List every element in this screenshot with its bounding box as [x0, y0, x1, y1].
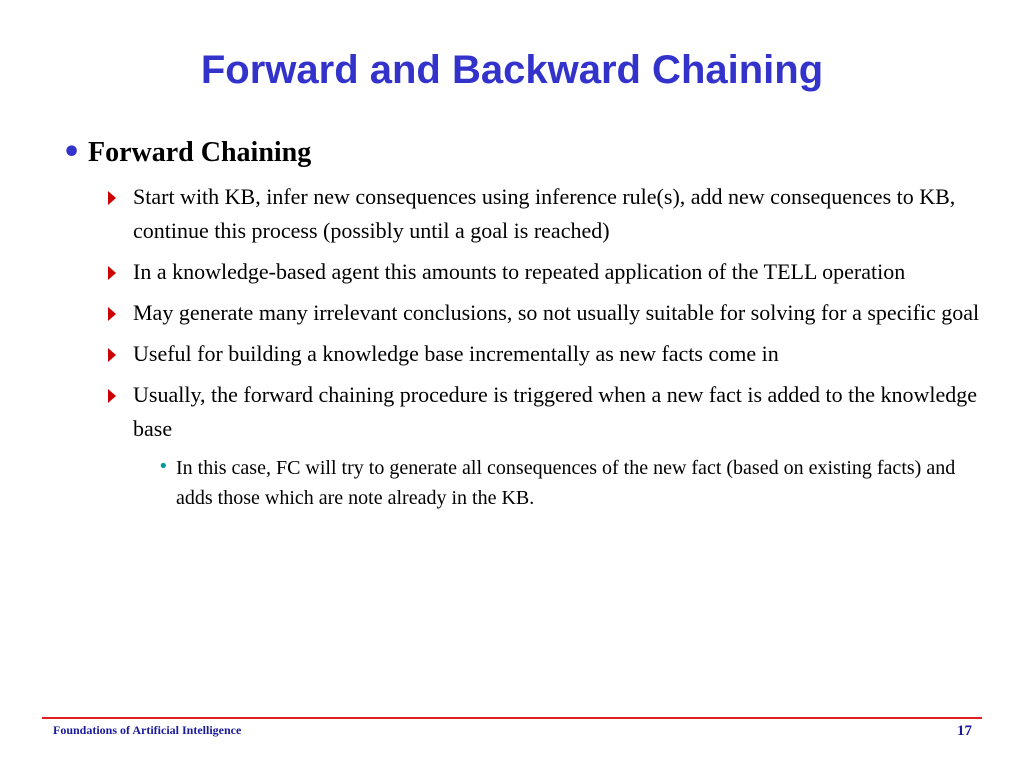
subsubbullet-text: In this case, FC will try to generate all consequences of the new fact (based on existing facts) and adds those which are note already in the KB.: [176, 457, 956, 509]
bullet-heading: Forward Chaining: [88, 137, 312, 168]
subbullet-text: Useful for building a knowledge base incrementally as new facts come in: [133, 341, 779, 366]
triangle-arrow-icon: [108, 266, 116, 280]
triangle-arrow-icon: [108, 389, 116, 403]
bullet-forward-chaining: [62, 134, 982, 172]
footer-divider: [42, 717, 982, 719]
bullet-icon: •: [62, 135, 82, 170]
small-bullet-icon: •: [158, 456, 169, 477]
subbullet-text: In a knowledge-based agent this amounts to repeated application of the TELL operation: [133, 259, 906, 284]
subbullet-item: [106, 378, 982, 446]
slide-body: [62, 134, 982, 513]
triangle-arrow-icon: [108, 191, 116, 205]
slide-title: Forward and Backward Chaining: [200, 48, 824, 92]
subbullet-item: [106, 296, 982, 330]
triangle-arrow-icon: [108, 348, 116, 362]
footer-page-number: 17: [957, 723, 972, 739]
footer-course-title: Foundations of Artificial Intelligence: [53, 723, 242, 737]
subbullet-text: Start with KB, infer new consequences using inference rule(s), add new consequences to KB, continue this process (possibly until a goal is reached): [133, 184, 956, 243]
subsubbullet-item: [158, 453, 982, 513]
subbullet-text: Usually, the forward chaining procedure is triggered when a new fact is added to the knowledge base: [133, 382, 978, 441]
subbullet-item: [106, 180, 982, 248]
subbullet-item: [106, 255, 982, 289]
subbullet-item: [106, 337, 982, 371]
subbullet-text: May generate many irrelevant conclusions, so not usually suitable for solving for a specific goal: [133, 300, 980, 325]
triangle-arrow-icon: [108, 307, 116, 321]
